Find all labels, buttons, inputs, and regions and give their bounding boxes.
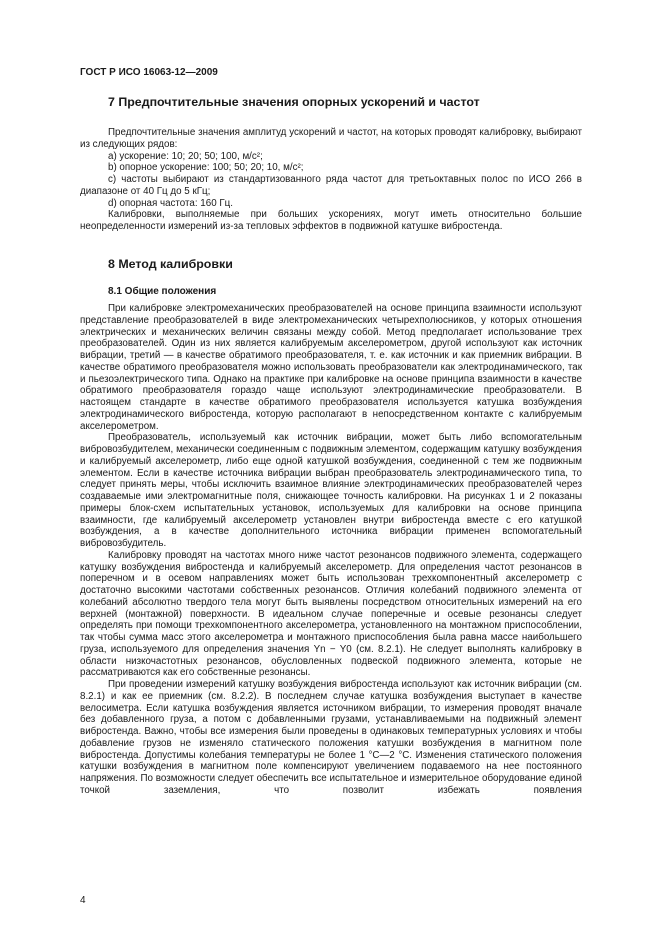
paragraph-reciprocity: При калибровке электромеханических преобразователей на основе принципа взаимности используют представление преобразователей в виде электромеханических четырехполюсников, у которых отношения электрических и механических величин связаны между собой. Метод предполагает использование трех преобразователей. Один из них является калибруемым акселерометром, другой используют как источник вибрации, третий — в качестве обратимого преобразователя, т. е. как источник и как приемник вибрации. В качестве обратимого преобразователя можно использовать преобразователи как электродинамического, так и пьезоэлектрического типа. Однако на практике при калибровке на основе принципа взаимности в качестве обратимого преобразователя гораздо чаще используют электродинамические преобразователи. В настоящем стандарте в качестве обратимого преобразователя используется катушка возбуждения электродинамического вибростенда, которую располагают в непосредственном контакте с калибруемым акселерометром. — [80, 303, 582, 432]
paragraph-vibration-source: Преобразователь, используемый как источник вибрации, может быть либо вспомогательным вибровозбудителем, механически соединенным с подвижным элементом, содержащим катушку возбуждения и калибруемый акселерометр, либо еще одной катушкой возбуждения, соединенной с тем же подвижным элементом. Если в качестве источника вибрации выбран преобразователь электродинамического типа, то следует принять меры, чтобы исключить взаимное влияние электродинамических преобразователей через создаваемые ими электромагнитные поля, снижающее точность калибровки. На рисунках 1 и 2 показаны примеры блок-схем испытательных установок, используемых для калибровки на основе принципа взаимности, где калибруемый акселерометр установлен внутри вибростенда вместе с его катушкой возбуждения, а в качестве дополнительного источника вибрации применен вспомогательный вибровозбудитель. — [80, 432, 582, 549]
list-item-a: a) ускорение: 10; 20; 50; 100, м/с²; — [108, 150, 263, 162]
list-item-c: c) частоты выбирают из стандартизованного ряда частот для третьоктавных полос по ИСО 266 в диапазоне от 40 Гц до 5 кГц; — [80, 174, 582, 197]
page-number: 4 — [80, 895, 86, 906]
document-header: ГОСТ Р ИСО 16063-12—2009 — [80, 67, 218, 78]
list-item-b: b) опорное ускорение: 100; 50; 20; 10, м/с²; — [108, 162, 304, 174]
subsection-8-1-title: 8.1 Общие положения — [108, 286, 217, 297]
section-8-body — [80, 303, 582, 797]
paragraph-resonance: Калибровку проводят на частотах много ниже частот резонансов подвижного элемента, содержащего катушку возбуждения вибростенда и калибруемый акселерометр. Для определения частот резонансов в поперечном и в осевом направлениях может быть использован трехкомпонентный акселерометр с достаточно высокими частотами собственных резонансов. Отличия колебаний подвижного элемента от колебаний абсолютно твердого тела могут быть выявлены посредством относительных измерений на его верхней (монтажной) поверхности. В идеальном случае поперечные и осевые резонансы следует определять при помощи трехкомпонентного акселерометра, установленного на монтажном приспособлении, так чтобы сумма масс этого акселерометра и монтажного приспособления была равна массе наибольшего груза, используемого для определения значения Yn − Y0 (см. 8.2.1). Не следует выполнять калибровку в области низкочастотных резонансов, обусловленных подвеской подвижного элемента, которые не рассматриваются как его собственные резонансы. — [80, 549, 582, 679]
section-8-title: 8 Метод калибровки — [108, 257, 233, 271]
section-7-note: Калибровки, выполняемые при больших ускорениях, могут иметь относительно большие неопределенности измерений из-за тепловых эффектов в подвижной катушке вибростенда. — [80, 209, 582, 232]
paragraph-measurements: При проведении измерений катушку возбуждения вибростенда используют как источник вибрации (см. 8.2.1) и как ее приемник (см. 8.2.2). В последнем случае катушка возбуждения выступает в качестве велосиметра. Если катушка возбуждения является источником вибрации, то измерения проводят вначале без добавленного груза, а потом с добавленными грузами, устанавливаемыми на подвижный элемент вибростенда. Важно, чтобы все измерения были проведены в одинаковых температурных условиях и чтобы добавление грузов не изменяло статического положения катушки возбуждения в магнитном поле вибростенда. Допустимы колебания температуры не более 1 °C—2 °C. Изменения статического положения катушки возбуждения в магнитном поле компенсируют увеличением подаваемого на нее постоянного напряжения. По возможности следует обеспечить все испытательное и измерительное оборудование единой точкой заземления, что позволит избежать появления — [80, 679, 582, 796]
section-7-title: 7 Предпочтительные значения опорных ускорений и частот — [108, 95, 480, 109]
section-7-body — [80, 127, 582, 233]
section-7-intro: Предпочтительные значения амплитуд ускорений и частот, на которых проводят калибровку, выбирают из следующих рядов: — [80, 127, 582, 150]
list-item-d: d) опорная частота: 160 Гц. — [108, 197, 234, 209]
